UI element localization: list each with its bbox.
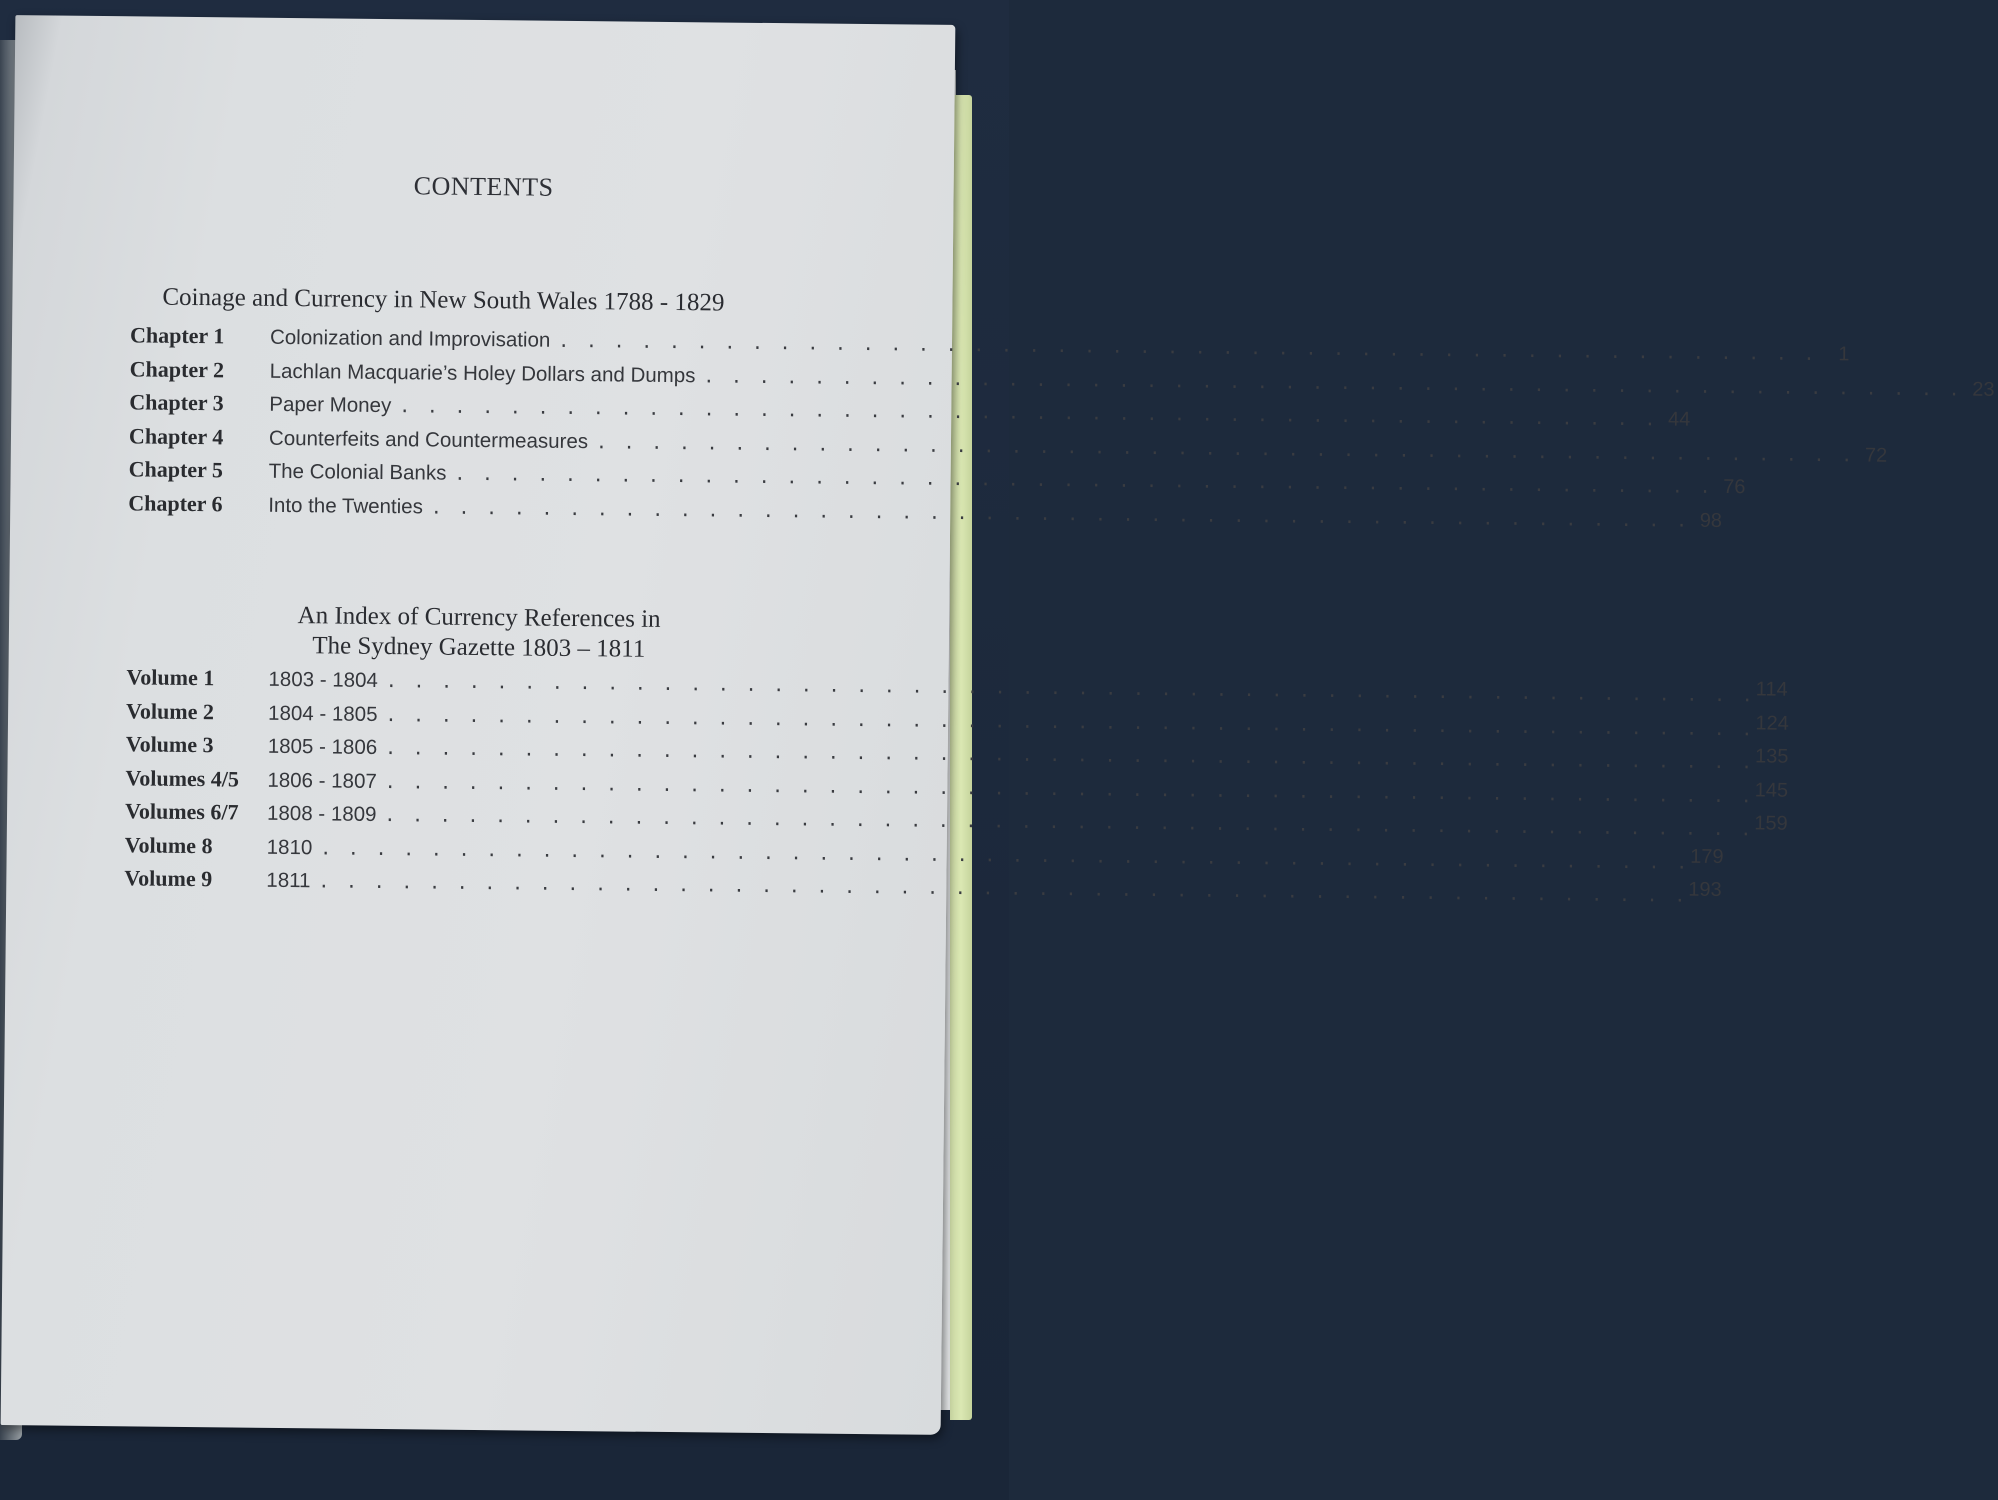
chapter-label: Chapter 6 — [128, 489, 223, 516]
heading-line: The Sydney Gazette 1803 – 1811 — [312, 632, 646, 663]
dot-leader: . . . . . . . . . . . . . . . . . . . . . . . . . . . . . . . . . . . . . . . . . . . . . . . . . . — [385, 671, 1756, 707]
volume-years: 1805 - 1806 — [267, 734, 378, 759]
page-number: 124 — [1755, 711, 1789, 735]
dot-leader: . . . . . . . . . . . . . . . . . . . . . . . . . . . . . . . . . . . . . . . . . . . . . . . . . . — [384, 805, 1755, 841]
chapter-title: Lachlan Macquarie’s Holey Dollars and Dumps — [269, 359, 696, 387]
volume-years: 1810 — [266, 835, 313, 859]
dot-leader: . . . . . . . . . . . . . . . . . . . . . . . . . . . . . . . . . . . . . . . . . . . . . . — [595, 431, 1856, 466]
chapter-label: Chapter 5 — [128, 456, 224, 483]
volume-years: 1803 - 1804 — [268, 667, 379, 692]
chapter-title: Into the Twenties — [268, 493, 424, 518]
volume-label: Volume 3 — [125, 731, 214, 758]
page-number: 1 — [1838, 343, 1850, 366]
page-number: 179 — [1690, 845, 1724, 868]
toc-row — [124, 865, 1722, 907]
page-number: 44 — [1668, 408, 1691, 431]
chapter-label: Chapter 2 — [129, 355, 225, 382]
page-number: 72 — [1864, 444, 1888, 467]
volume-years: 1806 - 1807 — [267, 768, 377, 793]
chapter-label: Chapter 1 — [129, 322, 225, 349]
volume-label: Volume 1 — [126, 664, 215, 691]
contents-page — [1, 15, 1995, 1435]
page-number: 159 — [1754, 812, 1788, 835]
volume-label: Volume 2 — [126, 697, 215, 724]
volume-label: Volume 9 — [124, 865, 213, 892]
volume-label: Volumes 4/5 — [125, 764, 240, 791]
chapter-title: Colonization and Improvisation — [269, 325, 551, 352]
chapter-title: The Colonial Banks — [268, 459, 447, 485]
chapter-title: Counterfeits and Countermeasures — [268, 426, 589, 453]
dot-leader: . . . . . . . . . . . . . . . . . . . . . . . . . . . . . . . . . . . . . . . . . . . . . . — [703, 365, 1963, 401]
toc-row — [128, 489, 1723, 532]
page-number: 145 — [1754, 778, 1789, 802]
volume-years: 1811 — [266, 868, 311, 893]
dot-leader: . . . . . . . . . . . . . . . . . . . . . . . . . . . . . . . . . . . . . . . . . . . . . . . . . . — [318, 871, 1689, 907]
dot-leader: . . . . . . . . . . . . . . . . . . . . . . . . . . . . . . . . . . . . . . . . . . . . . . . . . . — [384, 771, 1755, 807]
dot-leader: . . . . . . . . . . . . . . . . . . . . . . . . . . . . . . . . . . . . . . . . . . . . . . . . . . — [320, 837, 1691, 874]
page-number: 23 — [1972, 378, 1995, 401]
chapter-label: Chapter 3 — [129, 389, 224, 416]
dot-leader: . . . . . . . . . . . . . . . . . . . . . . . . . . . . . . . . . . . . . . . . . . . . . . . . . . — [385, 704, 1756, 740]
page-number: 98 — [1699, 509, 1723, 532]
volume-label: Volumes 6/7 — [124, 798, 239, 825]
volume-list — [124, 664, 1789, 907]
heading-line: An Index of Currency References in — [297, 602, 661, 633]
chapter-title: Paper Money — [269, 392, 392, 418]
volume-label: Volume 8 — [124, 831, 213, 858]
volume-years: 1804 - 1805 — [267, 701, 378, 726]
dot-leader: . . . . . . . . . . . . . . . . . . . . . . . . . . . . . . . . . . . . . . . . . . . . . . — [399, 396, 1659, 431]
page-title: CONTENTS — [413, 171, 554, 202]
volume-years: 1808 - 1809 — [266, 801, 377, 826]
section-heading-gazette-index — [9, 598, 950, 668]
page-number: 76 — [1723, 476, 1746, 499]
page-number: 135 — [1754, 745, 1789, 768]
dot-leader: . . . . . . . . . . . . . . . . . . . . . . . . . . . . . . . . . . . . . . . . . . . . . . . . . . — [385, 738, 1756, 774]
dot-leader: . . . . . . . . . . . . . . . . . . . . . . . . . . . . . . . . . . . . . . . . . . . . . . — [558, 330, 1818, 366]
chapter-list — [128, 322, 1995, 532]
dot-leader: . . . . . . . . . . . . . . . . . . . . . . . . . . . . . . . . . . . . . . . . . . . . . . — [454, 463, 1714, 498]
page-number: 193 — [1688, 878, 1722, 902]
dot-leader: . . . . . . . . . . . . . . . . . . . . . . . . . . . . . . . . . . . . . . . . . . . . . . — [430, 496, 1691, 532]
page-number: 114 — [1755, 678, 1788, 701]
chapter-label: Chapter 4 — [128, 422, 224, 449]
section-heading-coinage: Coinage and Currency in New South Wales 1788 - 1829 — [162, 283, 725, 317]
